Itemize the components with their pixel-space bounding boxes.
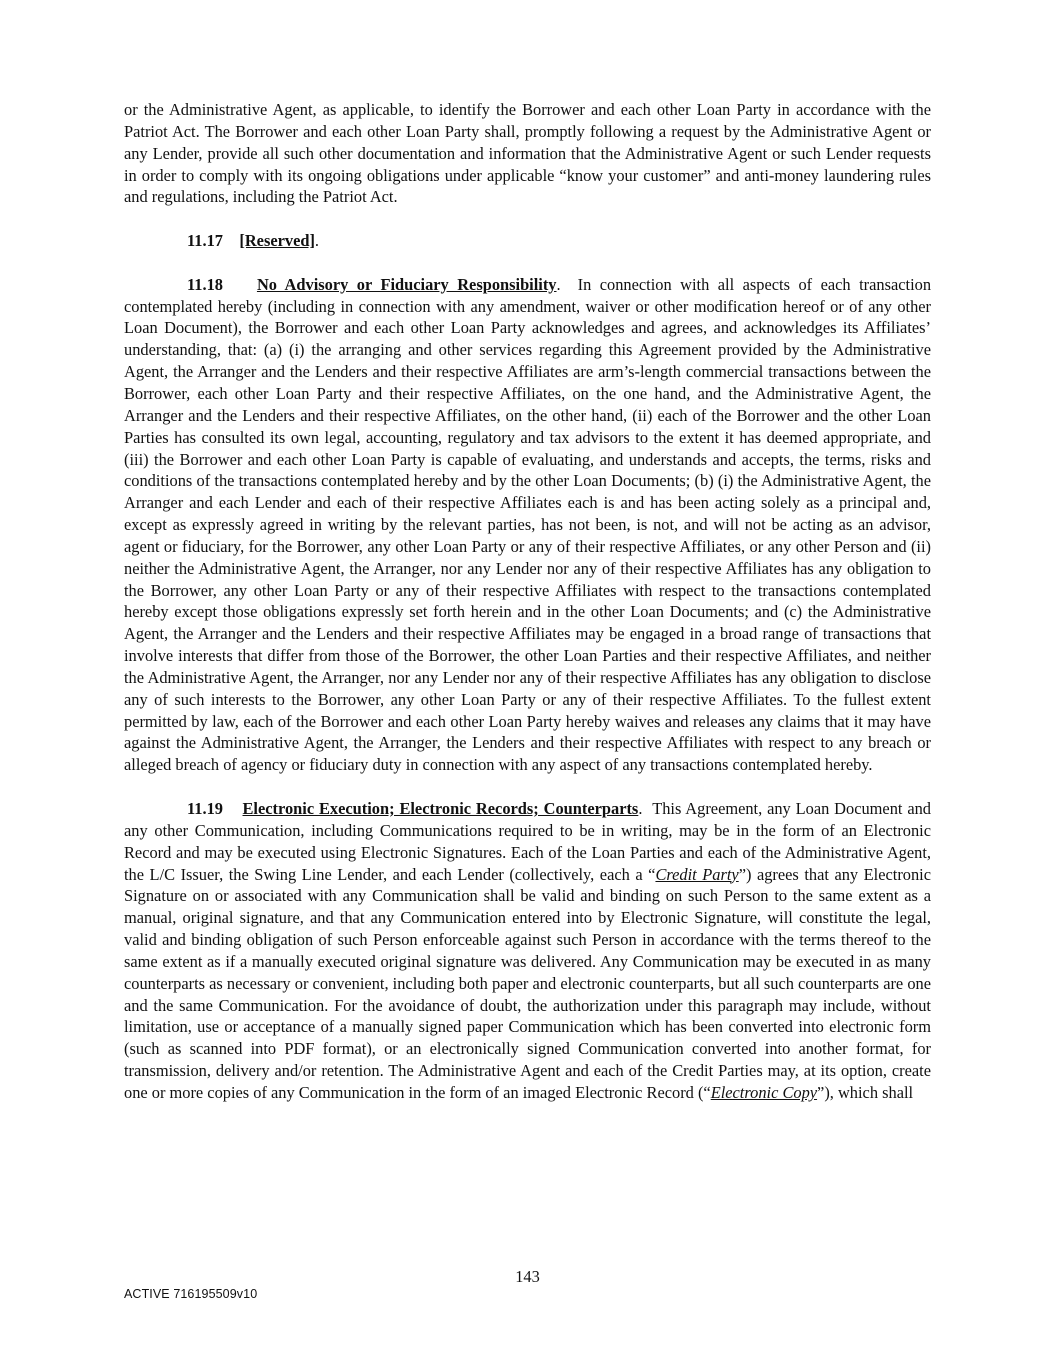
section-body-part-3: ”), which shall [817, 1082, 914, 1102]
section-11-18 [124, 274, 931, 776]
document-body [124, 99, 931, 1104]
section-number: 11.19 [187, 799, 223, 818]
section-title-suffix: . [556, 274, 561, 294]
section-title: No Advisory or Fiduciary Responsibility [256, 274, 557, 294]
defined-term-credit-party: Credit Party [655, 864, 739, 884]
section-body: In connection with all aspects of each transaction contemplated hereby (including in connection with any amendment, waiver or other modification hereof or of any other Loan Document), the Borrower and each other Loan Party acknowledges and agrees, and acknowledges its Affiliates’ understanding, that: (a) (i) the arranging and other services regarding this Agreement provided by the Administrative Agent, the Arranger and the Lenders and their respective Affiliates are arm’s-length commercial transactions between the Borrower, each other Loan Party and their respective Affiliates, on the one hand, and the Administrative Agent, the Arranger and the Lenders and their respective Affiliates, on the other hand, (ii) each of the Borrower and the other Loan Parties has consulted its own legal, accounting, regulatory and tax advisors to the extent it has deemed appropriate, and (iii) the Borrower and each other Loan Party is capable of evaluating, and understands and accepts, the terms, risks and conditions of the transactions contemplated hereby and by the other Loan Documents; (b) (i) the Administrative Agent, the Arranger and each Lender and each of their respective Affiliates each is and has been acting solely as a principal and, except as expressly agreed in writing by the relevant parties, has not been, is not, and will not be acting as an advisor, agent or fiduciary, for the Borrower, any other Loan Party or any of their respective Affiliates, or any other Person and (ii) neither the Administrative Agent, the Arranger, nor any Lender nor any of their respective Affiliates has any obligation to the Borrower, any other Loan Party or any of their respective Affiliates with respect to the transactions contemplated hereby except those obligations expressly set forth herein and in the other Loan Documents; and (c) the Administrative Agent, the Arranger and the Lenders and their respective Affiliates may be engaged in a broad range of transactions that involve interests that differ from those of the Borrower, the other Loan Parties and their respective Affiliates, and neither the Administrative Agent, the Arranger, nor any Lender nor any of their respective Affiliates has any obligation to disclose any of such interests to the Borrower, any other Loan Party or any of their respective Affiliates. To the fullest extent permitted by law, each of the Borrower and each other Loan Party hereby waives and releases any claims that it may have against the Administrative Agent, the Arranger, the Lenders and their respective Affiliates with respect to any breach or alleged breach of agency or fiduciary duty in connection with any aspect of any transactions contemplated hereby. [124, 274, 932, 775]
continuation-paragraph: or the Administrative Agent, as applicable, to identify the Borrower and each other Loan Party in accordance with the Patriot Act. The Borrower and each other Loan Party shall, promptly following a request by the Administrative Agent or any Lender, provide all such other documentation and information that the Administrative Agent or such Lender requests in order to comply with its ongoing obligations under applicable “know your customer” and anti-money laundering rules and regulations, including the Patriot Act. [124, 100, 931, 207]
section-11-19 [124, 798, 931, 1104]
section-body-part-2: ”) agrees that any Electronic Signature on or associated with any Communication shall be valid and binding on such Person to the same extent as a manual, original signature, and that any Communication entered into by Electronic Signature, will constitute the legal, valid and binding obligation of such Person enforceable against such Person in accordance with the terms thereof to the same extent as if a manually executed original signature was delivered. Any Communication may be executed in as many counterparts as necessary or convenient, including both paper and electronic counterparts, but all such counterparts are one and the same Communication. For the avoidance of doubt, the authorization under this paragraph may include, without limitation, use or acceptance of a manually signed paper Communication which has been converted into electronic form (such as scanned into PDF format), or an electronically signed Communication converted into another format, for transmission, delivery and/or retention. The Administrative Agent and each of the Credit Parties may, at its option, create one or more copies of any Communication in the form of an imaged Electronic Record (“ [124, 864, 931, 1102]
defined-term-electronic-copy: Electronic Copy [710, 1082, 818, 1102]
document-id: ACTIVE 716195509v10 [124, 1287, 258, 1301]
section-number: 11.18 [187, 274, 223, 294]
section-title: [Reserved] [239, 231, 315, 251]
section-number: 11.17 [187, 231, 223, 251]
section-title-suffix: . [638, 799, 643, 818]
section-11-17 [124, 230, 931, 252]
section-body-part-1: This Agreement, any Loan Document and any other Communication, including Communications required to be in writing, may be in the form of an Electronic Record and may be executed using Electronic Signatures. Each of the Loan Parties and each of the Administrative Agent, the L/C Issuer, the Swing Line Lender, and each Lender (collectively, each a “ [124, 799, 932, 884]
section-title-suffix: . [314, 231, 320, 251]
page-number: 143 [515, 1267, 540, 1286]
section-title: Electronic Execution; Electronic Records; Counterparts [242, 799, 639, 818]
